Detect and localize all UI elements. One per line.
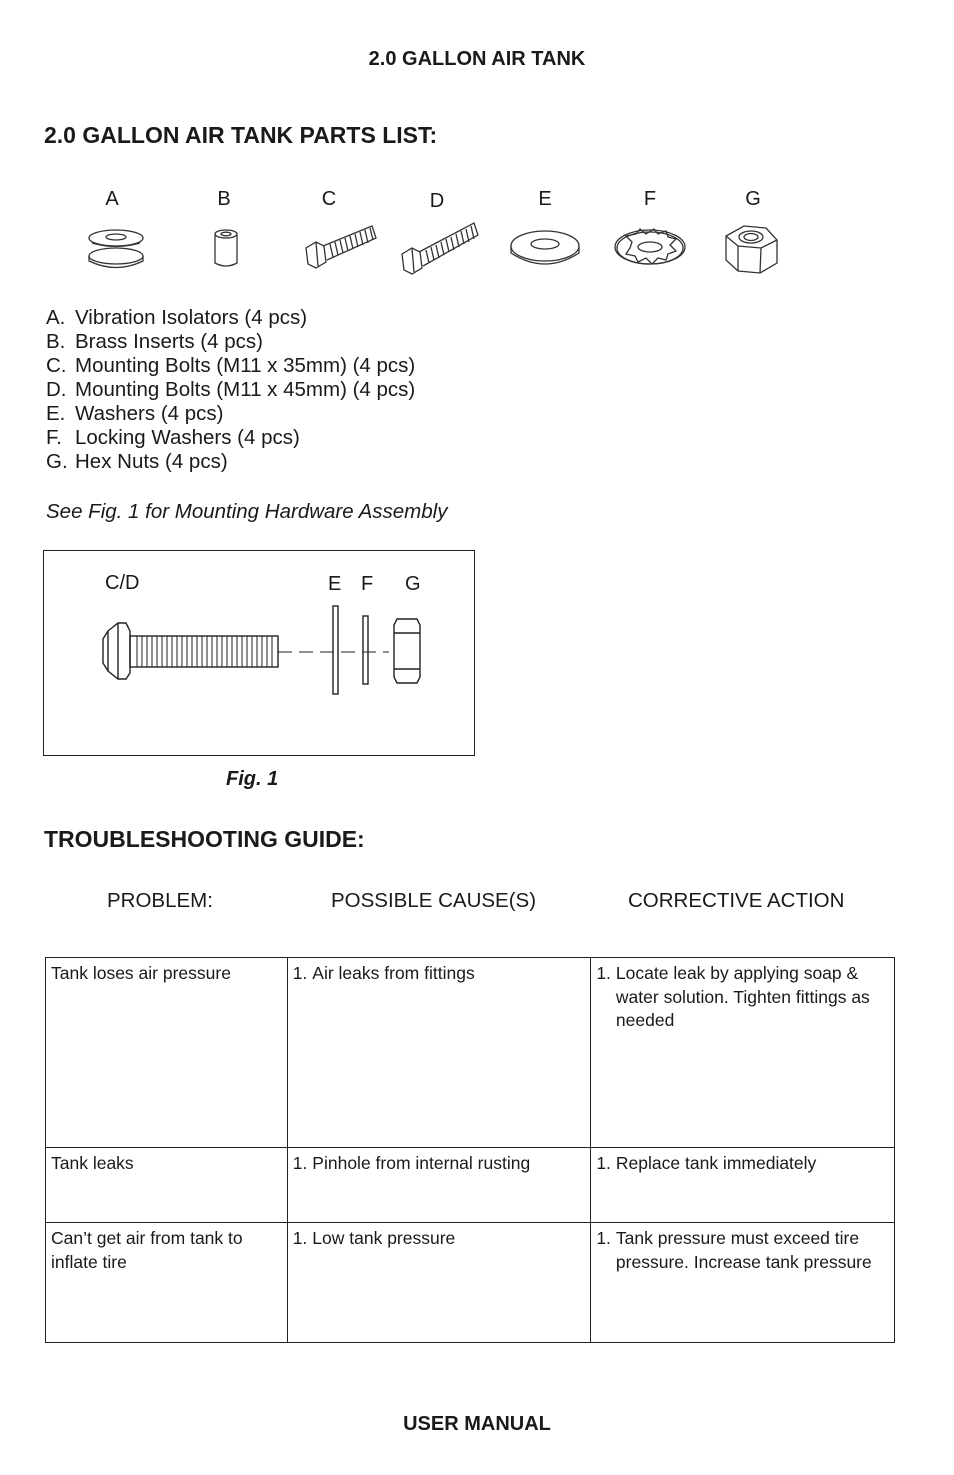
parts-illustrations bbox=[80, 218, 790, 280]
column-header-action: CORRECTIVE ACTION bbox=[628, 889, 845, 912]
problem-cell: Tank leaks bbox=[46, 1148, 288, 1223]
troubleshooting-table bbox=[45, 957, 895, 1343]
part-letter-b: B bbox=[217, 188, 231, 210]
figure-label-bolt: C/D bbox=[105, 572, 140, 594]
table-row bbox=[46, 1148, 895, 1223]
problem-cell: Tank loses air pressure bbox=[46, 958, 288, 1148]
page-header: 2.0 GALLON AIR TANK bbox=[368, 48, 586, 70]
part-letter-c: C bbox=[321, 188, 337, 210]
bolt-icon bbox=[103, 623, 278, 679]
assembly-drawing bbox=[94, 601, 434, 701]
mounting-bolt-short-icon bbox=[306, 226, 376, 268]
part-letter-e: E bbox=[538, 188, 552, 210]
mounting-bolt-long-icon bbox=[402, 223, 478, 274]
figure-label-lock-washer: F bbox=[361, 573, 374, 595]
assembly-note: See Fig. 1 for Mounting Hardware Assembly bbox=[46, 500, 448, 523]
column-header-problem: PROBLEM: bbox=[107, 889, 213, 912]
list-item: B. Brass Inserts (4 pcs) bbox=[46, 330, 263, 353]
table-row bbox=[46, 958, 895, 1148]
troubleshooting-title: TROUBLESHOOTING GUIDE: bbox=[44, 826, 365, 852]
part-letter-f: F bbox=[643, 188, 657, 210]
figure-label-washer: E bbox=[328, 573, 342, 595]
washer-side-icon bbox=[333, 606, 338, 694]
list-item: C. Mounting Bolts (M11 x 35mm) (4 pcs) bbox=[46, 354, 416, 377]
list-item: F. Locking Washers (4 pcs) bbox=[46, 426, 300, 449]
hex-nut-icon bbox=[726, 226, 777, 273]
lock-washer-side-icon bbox=[363, 616, 368, 684]
part-letter-a: A bbox=[105, 188, 119, 210]
page-footer: USER MANUAL bbox=[403, 1413, 551, 1435]
list-item: E. Washers (4 pcs) bbox=[46, 402, 224, 425]
parts-list bbox=[46, 306, 415, 474]
brass-insert-icon bbox=[215, 230, 237, 266]
problem-cell: Can’t get air from tank to inflate tire bbox=[46, 1223, 288, 1343]
list-item: A. Vibration Isolators (4 pcs) bbox=[46, 306, 308, 329]
part-letter-d: D bbox=[429, 190, 445, 212]
column-header-cause: POSSIBLE CAUSE(S) bbox=[331, 889, 537, 912]
locking-washer-icon bbox=[615, 229, 685, 264]
action-cell: 1. Tank pressure must exceed tire pressure. Increase tank pressure bbox=[591, 1223, 895, 1343]
vibration-isolator-icon bbox=[89, 230, 143, 268]
cause-cell: 1. Low tank pressure bbox=[287, 1223, 591, 1343]
figure-caption: Fig. 1 bbox=[226, 768, 279, 790]
list-item: D. Mounting Bolts (M11 x 45mm) (4 pcs) bbox=[46, 378, 416, 401]
action-cell: 1. Locate leak by applying soap & water solution. Tighten fittings as needed bbox=[591, 958, 895, 1148]
washer-icon bbox=[511, 231, 579, 264]
cause-cell: 1. Pinhole from internal rusting bbox=[287, 1148, 591, 1223]
action-cell: 1. Replace tank immediately bbox=[591, 1148, 895, 1223]
nut-side-icon bbox=[394, 619, 420, 683]
assembly-figure bbox=[43, 550, 475, 756]
parts-list-title: 2.0 GALLON AIR TANK PARTS LIST: bbox=[44, 122, 438, 148]
figure-label-nut: G bbox=[405, 573, 421, 595]
part-letter-g: G bbox=[745, 188, 761, 210]
list-item: G. Hex Nuts (4 pcs) bbox=[46, 450, 228, 473]
cause-cell: 1. Air leaks from fittings bbox=[287, 958, 591, 1148]
table-row bbox=[46, 1223, 895, 1343]
